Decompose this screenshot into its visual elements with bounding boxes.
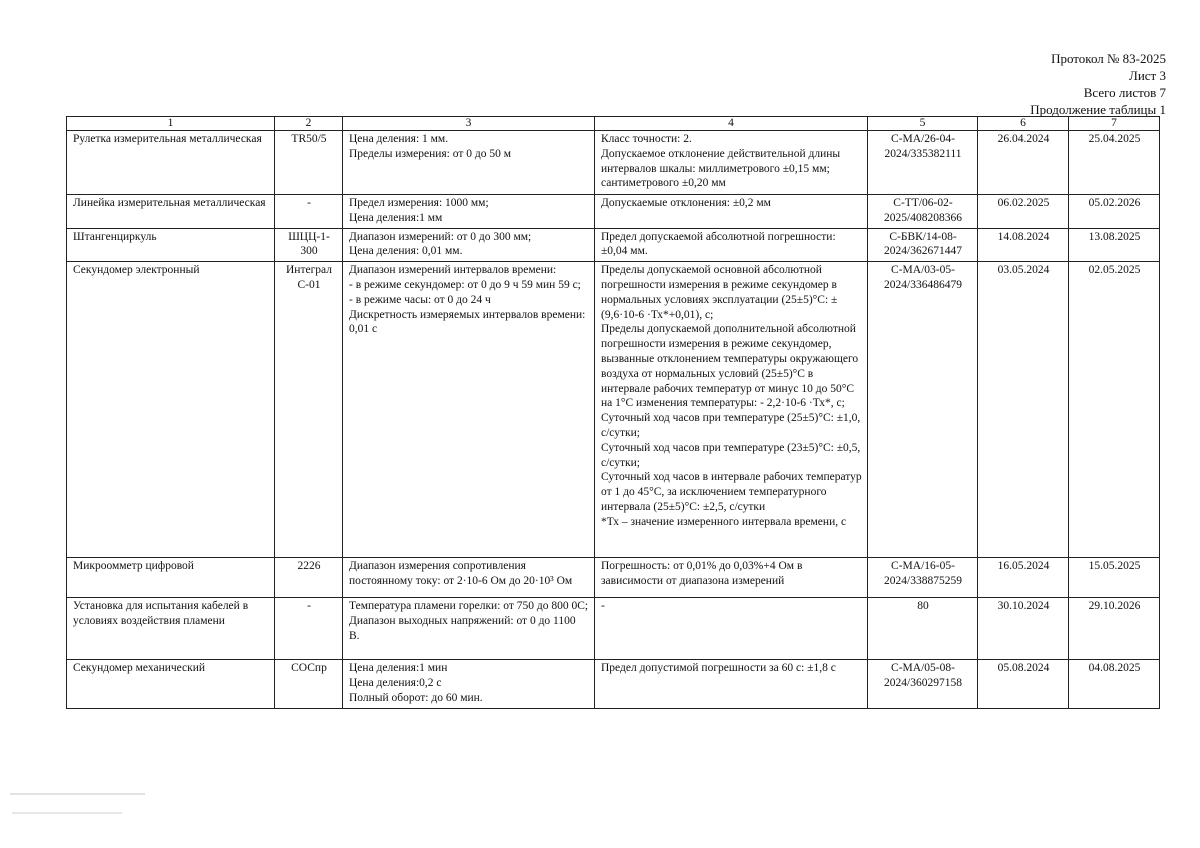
- table-row: [67, 195, 1160, 229]
- verification-date: 03.05.2024: [978, 262, 1069, 558]
- valid-until-date: 29.10.2026: [1069, 598, 1160, 660]
- column-number: 5: [868, 117, 978, 131]
- verification-date: 16.05.2024: [978, 558, 1069, 598]
- measurement-range: [343, 558, 595, 598]
- measurement-range-line: Диапазон измерения сопротивления постоянному току: от 2·10-6 Ом до 20·10³ Ом: [349, 560, 573, 587]
- measurement-range-line: Цена деления:0,2 с: [349, 676, 442, 689]
- column-number: 7: [1069, 117, 1160, 131]
- equipment-name: Линейка измерительная металлическая: [67, 195, 275, 229]
- column-number: 6: [978, 117, 1069, 131]
- measurement-range: [343, 195, 595, 229]
- table-row: [67, 598, 1160, 660]
- accuracy-spec: [595, 131, 868, 195]
- equipment-name: Секундомер электронный: [67, 262, 275, 558]
- table-row: [67, 558, 1160, 598]
- verification-date: 14.08.2024: [978, 228, 1069, 262]
- accuracy-spec-line: Класс точности: 2.: [601, 133, 692, 145]
- accuracy-spec-line: Пределы допускаемой основной абсолютной погрешности измерения в режиме секундомер в нормальных условиях эксплуатации (25±5)°С: ±(9,6·10-6 ·Тх*+0,01), с;: [601, 264, 838, 321]
- measurement-range-line: Диапазон выходных напряжений: от 0 до 1100 В.: [349, 614, 576, 642]
- table-row: [67, 228, 1160, 262]
- measurement-range: [343, 660, 595, 708]
- table-row: [67, 262, 1160, 558]
- accuracy-spec-line: Суточный ход часов в интервале рабочих температур от 1 до 45°С, за исключением температурного интервала (25±5)°С: ±2,5, с/сутки: [601, 471, 862, 513]
- measurement-range: [343, 598, 595, 660]
- scan-artifact: [12, 812, 122, 814]
- accuracy-spec-line: *Тх – значение измеренного интервала времени, с: [601, 515, 847, 528]
- equipment-name: Штангенциркуль: [67, 228, 275, 262]
- equipment-type: -: [275, 195, 343, 229]
- equipment-type: СОСпр: [275, 660, 343, 708]
- equipment-type: TR50/5: [275, 131, 343, 195]
- column-number: 1: [67, 117, 275, 131]
- equipment-name: Рулетка измерительная металлическая: [67, 131, 275, 195]
- accuracy-spec-line: Предел допускаемой абсолютной погрешности: ±0,04 мм.: [601, 230, 836, 258]
- equipment-type: Интеграл С-01: [275, 262, 343, 558]
- equipment-type: 2226: [275, 558, 343, 598]
- measurement-range-line: Цена деления: 0,01 мм.: [349, 245, 463, 258]
- accuracy-spec-line: Суточный ход часов при температуре (25±5)°С: ±1,0, с/сутки;: [601, 412, 861, 439]
- valid-until-date: 04.08.2025: [1069, 660, 1160, 708]
- valid-until-date: 15.05.2025: [1069, 558, 1160, 598]
- column-number: 2: [275, 117, 343, 131]
- equipment-table: [66, 116, 1160, 709]
- measurement-range-line: Температура пламени горелки: от 750 до 800 0С;: [349, 600, 589, 613]
- certificate-number: С-ТТ/06-02-2025/408208366: [868, 195, 978, 229]
- certificate-number: С-МА/05-08-2024/360297158: [868, 660, 978, 708]
- table-row: [67, 131, 1160, 195]
- equipment-name: Микроомметр цифровой: [67, 558, 275, 598]
- measurement-range-line: Диапазон измерений интервалов времени:: [349, 264, 557, 277]
- measurement-range-line: Пределы измерения: от 0 до 50 м: [349, 147, 511, 160]
- accuracy-spec-line: Предел допустимой погрешности за 60 с: ±1,8 с: [601, 662, 836, 675]
- measurement-range-line: - в режиме часы: от 0 до 24 ч: [349, 293, 491, 306]
- valid-until-date: 13.08.2025: [1069, 228, 1160, 262]
- column-number-row: [67, 117, 1160, 131]
- accuracy-spec: [595, 660, 868, 708]
- measurement-range-line: Предел измерения: 1000 мм;: [349, 197, 489, 209]
- measurement-range-line: Цена деления:1 мин: [349, 662, 448, 675]
- valid-until-date: 25.04.2025: [1069, 131, 1160, 195]
- total-sheets: Всего листов 7: [1083, 85, 1166, 100]
- measurement-range: [343, 131, 595, 195]
- certificate-number: С-МА/03-05-2024/336486479: [868, 262, 978, 558]
- accuracy-spec-line: Допускаемое отклонение действительной длины интервалов шкалы: миллиметрового ±0,15 мм; сантиметрового ±0,20 мм: [601, 147, 841, 190]
- measurement-range: [343, 228, 595, 262]
- measurement-range-line: Цена деления: 1 мм.: [349, 133, 449, 145]
- valid-until-date: 05.02.2026: [1069, 195, 1160, 229]
- equipment-type: ШЦЦ-1-300: [275, 228, 343, 262]
- document-header: [1030, 50, 1166, 118]
- measurement-range-line: Диапазон измерений: от 0 до 300 мм;: [349, 230, 532, 243]
- column-number: 4: [595, 117, 868, 131]
- measurement-range-line: Дискретность измеряемых интервалов времени:: [349, 308, 586, 321]
- certificate-number: С-МА/26-04-2024/335382111: [868, 131, 978, 195]
- scan-artifact: [10, 793, 145, 795]
- equipment-name: Секундомер механический: [67, 660, 275, 708]
- verification-date: 06.02.2025: [978, 195, 1069, 229]
- accuracy-spec-line: Погрешность: от 0,01% до 0,03%+4 Ом в зависимости от диапазона измерений: [601, 560, 803, 587]
- protocol-number: Протокол № 83-2025: [1051, 51, 1166, 66]
- accuracy-spec: [595, 195, 868, 229]
- measurement-range-line: 0,01 с: [349, 323, 378, 336]
- table-row: [67, 660, 1160, 708]
- accuracy-spec-line: Допускаемые отклонения: ±0,2 мм: [601, 197, 771, 209]
- accuracy-spec: [595, 262, 868, 558]
- column-number: 3: [343, 117, 595, 131]
- accuracy-spec: [595, 558, 868, 598]
- accuracy-spec-line: Пределы допускаемой дополнительной абсолютной погрешности измерения в режиме секундомер, вызванные отклонением температуры окружающего воздуха от нормальных условий (25±5)°С в интервале рабочих температур от минус 10 до 50°С на 1°С изменения температуры: - 2,2·10-6 ·Тх*, с;: [601, 323, 859, 410]
- verification-date: 26.04.2024: [978, 131, 1069, 195]
- measurement-range: [343, 262, 595, 558]
- verification-date: 30.10.2024: [978, 598, 1069, 660]
- certificate-number: 80: [868, 598, 978, 660]
- accuracy-spec-line: Суточный ход часов при температуре (23±5)°С: ±0,5, с/сутки;: [601, 441, 861, 469]
- accuracy-spec: [595, 598, 868, 660]
- measurement-range-line: - в режиме секундомер: от 0 до 9 ч 59 мин 59 с;: [349, 278, 581, 291]
- certificate-number: С-БВК/14-08-2024/362671447: [868, 228, 978, 262]
- accuracy-spec-line: -: [601, 600, 605, 613]
- verification-date: 05.08.2024: [978, 660, 1069, 708]
- valid-until-date: 02.05.2025: [1069, 262, 1160, 558]
- accuracy-spec: [595, 228, 868, 262]
- equipment-type: -: [275, 598, 343, 660]
- measurement-range-line: Полный оборот: до 60 мин.: [349, 691, 483, 704]
- table-continuation: Продолжение таблицы 1: [1030, 102, 1166, 117]
- certificate-number: С-МА/16-05-2024/338875259: [868, 558, 978, 598]
- sheet-number: Лист 3: [1129, 68, 1166, 83]
- measurement-range-line: Цена деления:1 мм: [349, 211, 443, 224]
- equipment-name: Установка для испытания кабелей в условиях воздействия пламени: [67, 598, 275, 660]
